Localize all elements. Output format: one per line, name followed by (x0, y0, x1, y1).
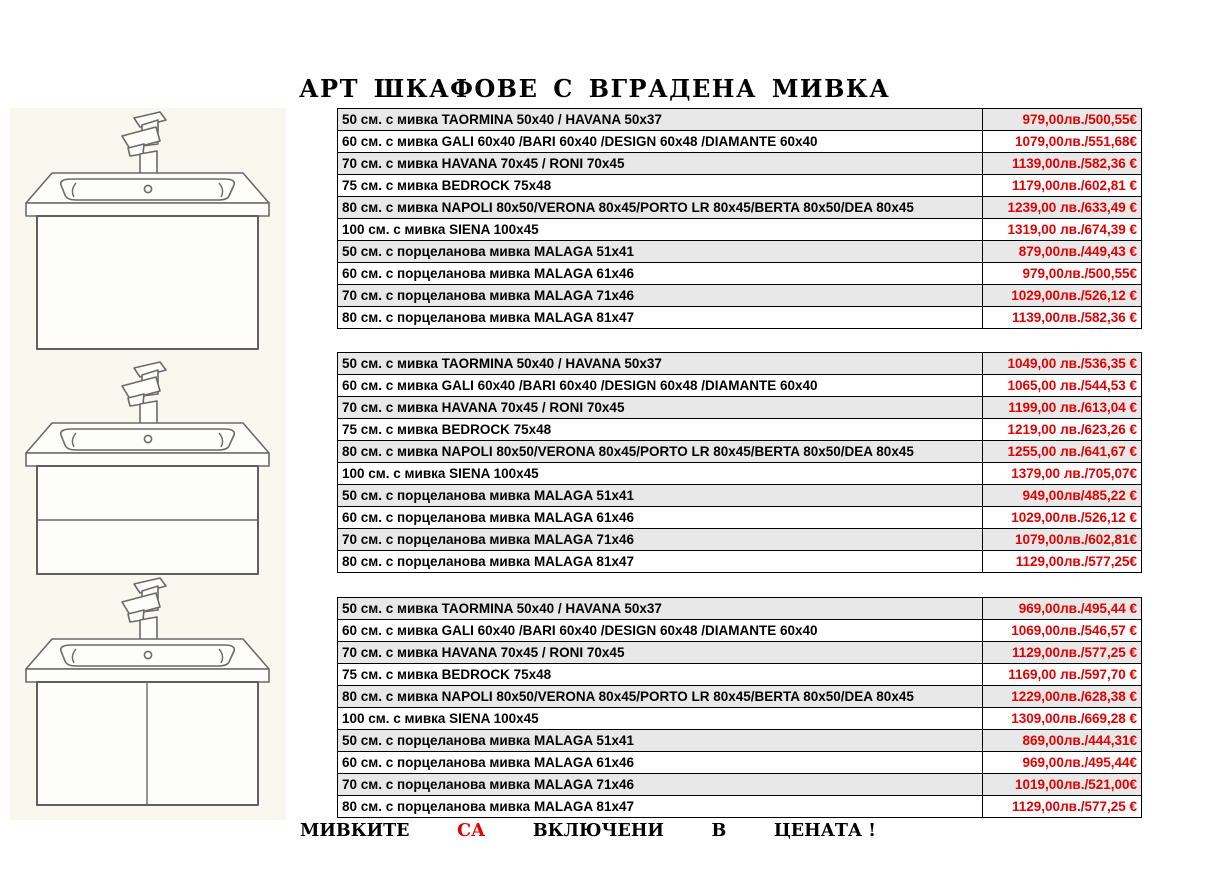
product-description: 60 см. с порцеланова мивка MALAGA 61x46 (338, 507, 983, 529)
product-price: 1079,00лв./602,81€ (983, 529, 1142, 551)
product-description: 60 см. с порцеланова мивка MALAGA 61x46 (338, 263, 983, 285)
product-price: 1139,00лв./582,36 € (983, 307, 1142, 329)
product-price: 979,00лв./500,55€ (983, 263, 1142, 285)
product-description: 50 см. с порцеланова мивка MALAGA 51x41 (338, 730, 983, 752)
vanity-illustrations-panel (10, 108, 286, 820)
table-row (338, 598, 1142, 620)
product-description: 60 см. с мивка GALI 60x40 /BARI 60x40 /DESIGN 60x48 /DIAMANTE 60x40 (338, 131, 983, 153)
product-price: 1219,00 лв./623,26 € (983, 419, 1142, 441)
product-price: 969,00лв./495,44€ (983, 752, 1142, 774)
product-description: 60 см. с мивка GALI 60x40 /BARI 60x40 /DESIGN 60x48 /DIAMANTE 60x40 (338, 375, 983, 397)
product-price: 1179,00лв./602,81 € (983, 175, 1142, 197)
product-price: 1319,00 лв./674,39 € (983, 219, 1142, 241)
product-description: 70 см. с порцеланова мивка MALAGA 71x46 (338, 774, 983, 796)
product-price: 1129,00лв./577,25 € (983, 642, 1142, 664)
table-row (338, 441, 1142, 463)
product-description: 50 см. с мивка TAORMINA 50x40 / HAVANA 50x37 (338, 598, 983, 620)
table-row (338, 752, 1142, 774)
product-description: 70 см. с мивка HAVANA 70x45 / RONI 70x45 (338, 642, 983, 664)
product-description: 80 см. с порцеланова мивка MALAGA 81x47 (338, 551, 983, 573)
product-price: 1079,00лв./551,68€ (983, 131, 1142, 153)
footer-word: В (711, 821, 727, 841)
product-price: 1129,00лв./577,25€ (983, 551, 1142, 573)
footer-word: ЦЕНАТА ! (773, 821, 876, 841)
table-row (338, 620, 1142, 642)
table-row (338, 285, 1142, 307)
product-price: 969,00лв./495,44 € (983, 598, 1142, 620)
footer-word: МИВКИТЕ (300, 821, 410, 841)
vanity-single-front-illustration (10, 110, 286, 355)
product-description: 100 см. с мивка SIENA 100x45 (338, 708, 983, 730)
product-description: 50 см. с мивка TAORMINA 50x40 / HAVANA 50x37 (338, 353, 983, 375)
table-row (338, 686, 1142, 708)
product-price: 869,00лв./444,31€ (983, 730, 1142, 752)
product-description: 70 см. с мивка HAVANA 70x45 / RONI 70x45 (338, 397, 983, 419)
product-price: 1029,00лв./526,12 € (983, 285, 1142, 307)
product-description: 75 см. с мивка BEDROCK 75x48 (338, 419, 983, 441)
table-row (338, 241, 1142, 263)
table-row (338, 485, 1142, 507)
product-description: 60 см. с мивка GALI 60x40 /BARI 60x40 /DESIGN 60x48 /DIAMANTE 60x40 (338, 620, 983, 642)
table-row (338, 131, 1142, 153)
product-price: 1139,00лв./582,36 € (983, 153, 1142, 175)
product-price: 1019,00лв./521,00€ (983, 774, 1142, 796)
table-row (338, 153, 1142, 175)
product-description: 70 см. с порцеланова мивка MALAGA 71x46 (338, 285, 983, 307)
product-price: 1379,00 лв./705,07€ (983, 463, 1142, 485)
product-description: 75 см. с мивка BEDROCK 75x48 (338, 175, 983, 197)
product-price: 1239,00 лв./633,49 € (983, 197, 1142, 219)
table-row (338, 197, 1142, 219)
footer-word-highlight: СА (457, 821, 486, 841)
table-row (338, 397, 1142, 419)
vanity-two-drawers-illustration (10, 360, 286, 580)
product-price: 1065,00 лв./544,53 € (983, 375, 1142, 397)
product-description: 80 см. с мивка NAPOLI 80x50/VERONA 80x45/PORTO LR 80x45/BERTA 80x50/DEA 80x45 (338, 686, 983, 708)
product-price: 1029,00лв./526,12 € (983, 507, 1142, 529)
product-description: 70 см. с порцеланова мивка MALAGA 71x46 (338, 529, 983, 551)
product-price: 1309,00лв./669,28 € (983, 708, 1142, 730)
product-description: 80 см. с порцеланова мивка MALAGA 81x47 (338, 796, 983, 818)
price-table-3 (337, 597, 1142, 818)
table-row (338, 796, 1142, 818)
product-description: 50 см. с мивка TAORMINA 50x40 / HAVANA 50x37 (338, 109, 983, 131)
vanity-two-doors-illustration (10, 576, 286, 811)
product-description: 75 см. с мивка BEDROCK 75x48 (338, 664, 983, 686)
table-row (338, 307, 1142, 329)
table-row (338, 642, 1142, 664)
table-row (338, 507, 1142, 529)
table-row (338, 263, 1142, 285)
product-description: 50 см. с порцеланова мивка MALAGA 51x41 (338, 241, 983, 263)
table-row (338, 375, 1142, 397)
table-row (338, 551, 1142, 573)
product-price: 1199,00 лв./613,04 € (983, 397, 1142, 419)
product-description: 80 см. с мивка NAPOLI 80x50/VERONA 80x45/PORTO LR 80x45/BERTA 80x50/DEA 80x45 (338, 441, 983, 463)
table-row (338, 529, 1142, 551)
footer-note (300, 821, 876, 841)
product-description: 100 см. с мивка SIENA 100x45 (338, 219, 983, 241)
product-price: 949,00лв/485,22 € (983, 485, 1142, 507)
product-price: 1255,00 лв./641,67 € (983, 441, 1142, 463)
product-description: 50 см. с порцеланова мивка MALAGA 51x41 (338, 485, 983, 507)
product-description: 80 см. с мивка NAPOLI 80x50/VERONA 80x45/PORTO LR 80x45/BERTA 80x50/DEA 80x45 (338, 197, 983, 219)
product-price: 979,00лв./500,55€ (983, 109, 1142, 131)
table-row (338, 708, 1142, 730)
product-description: 100 см. с мивка SIENA 100x45 (338, 463, 983, 485)
table-row (338, 175, 1142, 197)
product-price: 879,00лв./449,43 € (983, 241, 1142, 263)
price-table-1 (337, 108, 1142, 329)
table-row (338, 463, 1142, 485)
page-title: АРТ ШКАФОВЕ С ВГРАДЕНА МИВКА (299, 74, 891, 103)
table-row (338, 664, 1142, 686)
table-row (338, 219, 1142, 241)
table-row (338, 774, 1142, 796)
product-price: 1049,00 лв./536,35 € (983, 353, 1142, 375)
table-row (338, 353, 1142, 375)
table-row (338, 730, 1142, 752)
product-description: 60 см. с порцеланова мивка MALAGA 61x46 (338, 752, 983, 774)
product-price: 1229,00лв./628,38 € (983, 686, 1142, 708)
product-price: 1129,00лв./577,25 € (983, 796, 1142, 818)
product-price: 1169,00 лв./597,70 € (983, 664, 1142, 686)
table-row (338, 419, 1142, 441)
product-price: 1069,00лв./546,57 € (983, 620, 1142, 642)
footer-word: ВКЛЮЧЕНИ (532, 821, 664, 841)
table-row (338, 109, 1142, 131)
price-table-2 (337, 352, 1142, 573)
product-description: 70 см. с мивка HAVANA 70x45 / RONI 70x45 (338, 153, 983, 175)
product-description: 80 см. с порцеланова мивка MALAGA 81x47 (338, 307, 983, 329)
